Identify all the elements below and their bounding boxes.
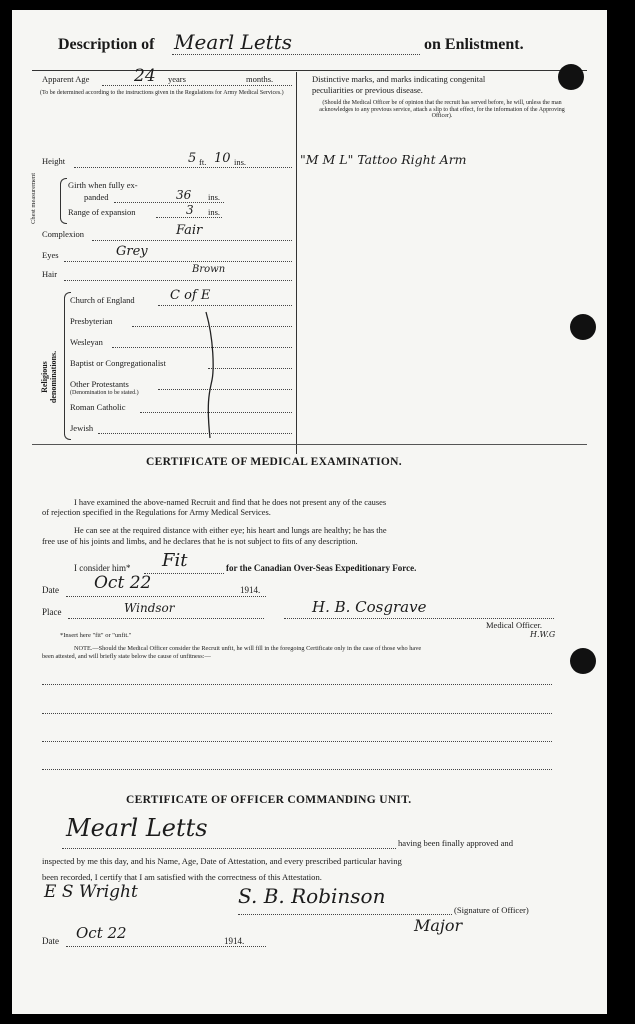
unfitness-line-2 bbox=[42, 713, 552, 714]
column-divider bbox=[296, 72, 297, 454]
medical-date-label: Date bbox=[42, 585, 59, 595]
consider-suffix: for the Canadian Over-Seas Expeditionary Force. bbox=[226, 563, 417, 573]
age-years-value: 24 bbox=[134, 66, 156, 86]
medical-paragraph2-line2: free use of his joints and limbs, and he declares that he is not subject to fits of any description. bbox=[42, 537, 358, 546]
officer-year: 1914. bbox=[224, 936, 245, 946]
religion-baptist-label: Baptist or Congregationalist bbox=[70, 358, 166, 368]
ft-label: ft. bbox=[199, 157, 207, 167]
officer-signature-line bbox=[238, 914, 452, 915]
distinctive-marks-value: "M M L" Tattoo Right Arm bbox=[300, 152, 467, 167]
girth-label-line1: Girth when fully ex- bbox=[68, 180, 138, 190]
religion-church-of-england-label: Church of England bbox=[70, 295, 135, 305]
apparent-age-label: Apparent Age bbox=[42, 74, 90, 84]
marks-heading-line1: Distinctive marks, and marks indicating congenital bbox=[312, 74, 486, 84]
top-rule bbox=[32, 70, 587, 71]
medical-place-value: Windsor bbox=[124, 601, 175, 615]
height-feet-value: 5 bbox=[188, 151, 197, 166]
title-dotted-line bbox=[172, 54, 420, 55]
unfitness-line-1 bbox=[42, 684, 552, 685]
signature-of-officer-label: (Signature of Officer) bbox=[454, 905, 529, 915]
religion-other-protestants-label: Other Protestants bbox=[70, 379, 129, 389]
hair-label: Hair bbox=[42, 269, 58, 279]
officer-rank: Major bbox=[414, 916, 463, 935]
officer-line2: inspected by me this day, and his Name, Age, Date of Attestation, and every prescribed particular having bbox=[42, 856, 402, 866]
medical-place-line bbox=[68, 618, 264, 619]
months-label: months. bbox=[246, 74, 274, 84]
medical-place-label: Place bbox=[42, 607, 62, 617]
denomination-note: (Denomination to be stated.) bbox=[70, 390, 139, 396]
medical-paragraph2-line1: He can see at the required distance with either eye; his heart and lungs are healthy; he has the bbox=[74, 526, 387, 535]
title-prefix: Description of bbox=[58, 36, 155, 53]
eyes-label: Eyes bbox=[42, 250, 59, 260]
section-rule bbox=[32, 444, 587, 445]
medical-certificate-heading: CERTIFICATE OF MEDICAL EXAMINATION. bbox=[146, 456, 402, 468]
girth-label-line2: panded bbox=[84, 192, 109, 202]
medical-paragraph1-line1: I have examined the above-named Recruit and find that he does not present any of the causes bbox=[74, 498, 387, 507]
fitness-value: Fit bbox=[162, 550, 188, 571]
unfit-note-line1: NOTE.—Should the Medical Officer consider the Recruit unfit, he will fill in the foregoing Certificate only in the case of those who have bbox=[74, 645, 422, 652]
chest-brace bbox=[60, 178, 67, 224]
punch-hole-middle bbox=[570, 314, 596, 340]
religion-jewish-label: Jewish bbox=[70, 423, 94, 433]
religion-line-6 bbox=[98, 433, 292, 434]
religion-wesleyan-label: Wesleyan bbox=[70, 337, 103, 347]
years-label: years bbox=[168, 74, 186, 84]
medical-paragraph1-line2: of rejection specified in the Regulations for Army Medical Services. bbox=[42, 508, 271, 517]
chest-measurement-label: Chest measurement bbox=[30, 172, 37, 224]
officer-date-value: Oct 22 bbox=[76, 924, 127, 942]
witness-signature: E S Wright bbox=[44, 882, 138, 902]
medical-officer-label: Medical Officer. bbox=[486, 620, 543, 630]
religious-denominations-label: Religious denominations. bbox=[40, 350, 58, 404]
height-label: Height bbox=[42, 156, 66, 166]
insert-fit-note: *Insert here "fit" or "unfit." bbox=[60, 632, 132, 639]
medical-date-line bbox=[66, 596, 266, 597]
age-dotted-line bbox=[102, 85, 292, 86]
ins-label: ins. bbox=[234, 157, 247, 167]
complexion-dotted-line bbox=[92, 240, 292, 241]
recruit-name-handwritten: Mearl Letts bbox=[174, 30, 293, 54]
age-instructions-note: (To be determined according to the instructions given in the Regulations for Army Medical Services.) bbox=[40, 90, 284, 96]
officer-name-line bbox=[62, 848, 396, 849]
complexion-label: Complexion bbox=[42, 229, 85, 239]
religion-line-0 bbox=[158, 305, 292, 306]
unfitness-line-4 bbox=[42, 769, 552, 770]
complexion-value: Fair bbox=[176, 223, 203, 238]
officer-signature: S. B. Robinson bbox=[238, 884, 386, 908]
eyes-dotted-line bbox=[64, 261, 292, 262]
consider-dotted-line bbox=[144, 573, 224, 574]
religion-pen-bracket bbox=[202, 310, 222, 440]
medical-year: 1914. bbox=[240, 585, 261, 595]
religion-roman-catholic-label: Roman Catholic bbox=[70, 402, 126, 412]
girth-value: 36 bbox=[176, 188, 192, 202]
medical-signature-line bbox=[284, 618, 554, 619]
unfit-note-line2: been attested, and will briefly state below the cause of unfitness:— bbox=[42, 653, 211, 660]
consider-prefix: I consider him* bbox=[74, 563, 131, 573]
religion-church-of-england-value: C of E bbox=[170, 288, 211, 303]
hair-value: Brown bbox=[192, 264, 226, 275]
officer-line1-suffix: having been finally approved and bbox=[398, 838, 514, 848]
recruit-signature: Mearl Letts bbox=[66, 814, 208, 842]
range-value: 3 bbox=[186, 203, 194, 217]
attestation-page bbox=[12, 10, 607, 1014]
religion-presbyterian-label: Presbyterian bbox=[70, 316, 113, 326]
marks-heading-line2: peculiarities or previous disease. bbox=[312, 85, 423, 95]
height-inches-value: 10 bbox=[214, 151, 231, 166]
officer-date-line bbox=[66, 946, 266, 947]
range-label: Range of expansion bbox=[68, 207, 136, 217]
unfitness-line-3 bbox=[42, 741, 552, 742]
punch-hole-top bbox=[558, 64, 584, 90]
range-dotted-line bbox=[156, 217, 222, 218]
punch-hole-lower bbox=[570, 648, 596, 674]
officer-date-label: Date bbox=[42, 936, 59, 946]
officer-certificate-heading: CERTIFICATE OF OFFICER COMMANDING UNIT. bbox=[126, 794, 412, 806]
eyes-value: Grey bbox=[116, 244, 148, 259]
title-suffix: on Enlistment. bbox=[424, 36, 524, 53]
range-ins-label: ins. bbox=[208, 207, 221, 217]
religion-line-4 bbox=[158, 389, 292, 390]
girth-ins-label: ins. bbox=[208, 192, 221, 202]
hair-dotted-line bbox=[64, 280, 292, 281]
page-title bbox=[58, 36, 154, 54]
medical-officer-signature: H. B. Cosgrave bbox=[312, 598, 427, 616]
officer-line3: been recorded, I certify that I am satisfied with the correctness of this Attestation. bbox=[42, 872, 322, 882]
medical-initials: H.W.G bbox=[530, 630, 556, 639]
height-dotted-line bbox=[74, 167, 292, 168]
marks-served-note: (Should the Medical Officer be of opinion that the recruit has served before, he will, unless the man acknowledges to any previous service, attach a slip to that effect, for the information of the Approving Officer). bbox=[319, 100, 565, 119]
girth-dotted-line bbox=[114, 202, 224, 203]
medical-date-value: Oct 22 bbox=[94, 573, 152, 593]
